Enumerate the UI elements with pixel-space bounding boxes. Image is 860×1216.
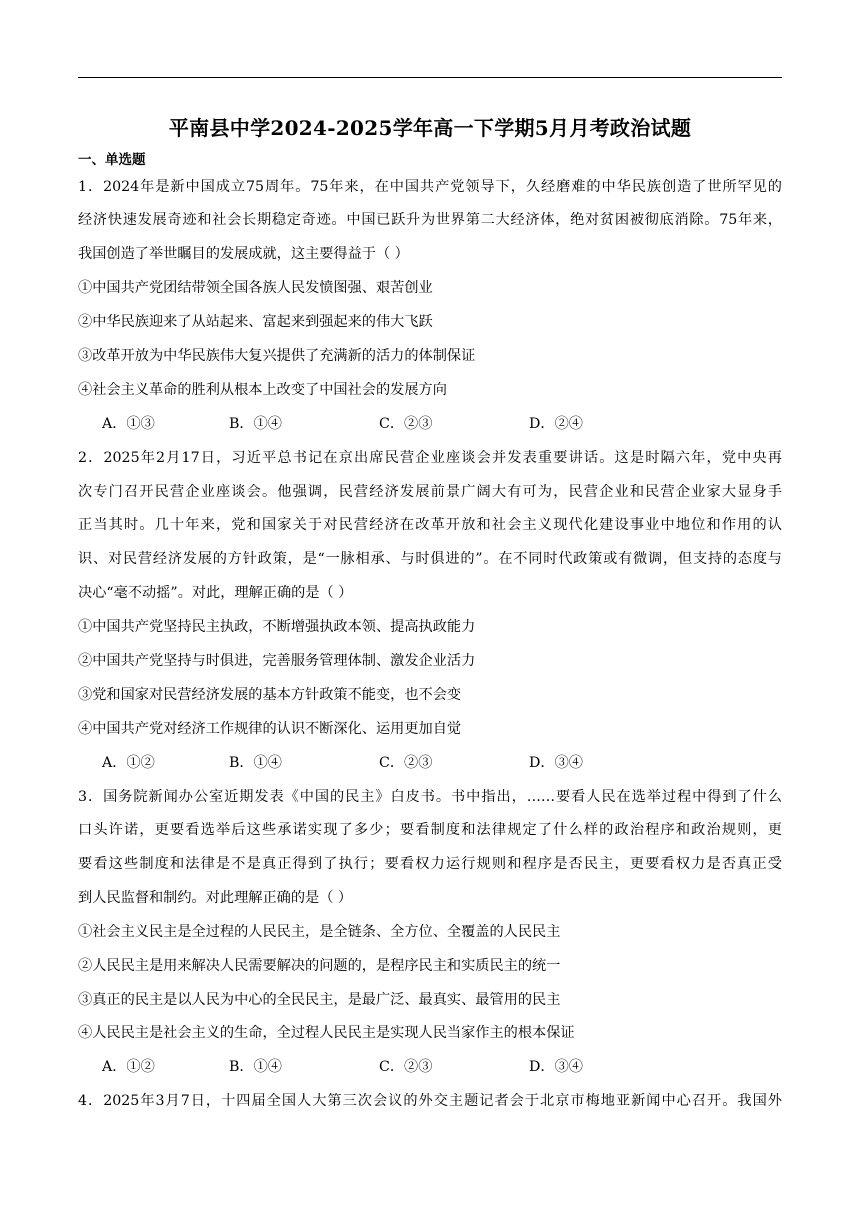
question-stem-line: 3．国务院新闻办公室近期发表《中国的民主》白皮书。书中指出，……要看人民在选举过程中得到了什么 <box>78 789 782 805</box>
question-stem-line: 正当其时。几十年来，党和国家关于对民营经济在改革开放和社会主义现代化建设事业中地位和作用的认 <box>78 517 782 533</box>
answer-option-d: D．③④ <box>529 1059 583 1075</box>
choice-statement: ③改革开放为中华民族伟大复兴提供了充满新的活力的体制保证 <box>78 348 476 364</box>
choice-statement: ②中国共产党坚持与时俱进，完善服务管理体制、激发企业活力 <box>78 653 476 669</box>
choice-statement: ②中华民族迎来了从站起来、富起来到强起来的伟大飞跃 <box>78 314 433 330</box>
page-title: 平南县中学2024-2025学年高一下学期5月月考政治试题 <box>168 116 692 140</box>
answer-option-b: B．①④ <box>229 755 282 771</box>
answer-option-b: B．①④ <box>229 1059 282 1075</box>
question-stem-line: 次专门召开民营企业座谈会。他强调，民营经济发展前景广阔大有可为，民营企业和民营企业家大显身手 <box>78 484 782 500</box>
answer-option-c: C．②③ <box>379 1059 433 1075</box>
question-stem-line: 到人民监督和制约。对此理解正确的是（ ） <box>78 890 353 906</box>
header-rule <box>78 77 782 78</box>
answer-option-d: D．③④ <box>529 755 583 771</box>
choice-statement: ①中国共产党坚持民主执政，不断增强执政本领、提高执政能力 <box>78 619 476 635</box>
choice-statement: ①中国共产党团结带领全国各族人民发愤图强、艰苦创业 <box>78 280 433 296</box>
question-stem-line: 经济快速发展奇迹和社会长期稳定奇迹。中国已跃升为世界第二大经济体，绝对贫困被彻底消除。75年来， <box>78 212 782 228</box>
choice-statement: ②人民民主是用来解决人民需要解决的问题的，是程序民主和实质民主的统一 <box>78 958 561 974</box>
answer-option-a: A．①③ <box>102 416 155 432</box>
question-stem-line: 口头许诺，更要看选举后这些承诺实现了多少；要看制度和法律规定了什么样的政治程序和政治规则，更 <box>78 822 782 838</box>
question-stem-line: 我国创造了举世瞩目的发展成就，这主要得益于（ ） <box>78 246 409 262</box>
question-stem-line: 决心“毫不动摇”。对此，理解正确的是（ ） <box>78 585 353 601</box>
answer-option-a: A．①② <box>102 755 155 771</box>
question-stem-line: 识、对民营经济发展的方针政策，是“一脉相承、与时俱进的”。在不同时代政策或有微调，但支持的态度与 <box>78 551 782 567</box>
choice-statement: ④中国共产党对经济工作规律的认识不断深化、运用更加自觉 <box>78 721 462 737</box>
answer-option-b: B．①④ <box>229 416 282 432</box>
question-stem-line: 1．2024年是新中国成立75周年。75年来，在中国共产党领导下，久经磨难的中华民族创造了世所罕见的 <box>78 179 782 195</box>
question-stem-line: 2．2025年2月17日，习近平总书记在京出席民营企业座谈会并发表重要讲话。这是时隔六年，党中央再 <box>78 450 782 466</box>
section-heading: 一、单选题 <box>78 152 146 168</box>
question-stem-line: 4．2025年3月7日，十四届全国人大第三次会议的外交主题记者会于北京市梅地亚新闻中心召开。我国外 <box>78 1093 782 1109</box>
answer-option-d: D．②④ <box>529 416 583 432</box>
choice-statement: ④社会主义革命的胜利从根本上改变了中国社会的发展方向 <box>78 382 447 398</box>
answer-option-c: C．②③ <box>379 755 433 771</box>
question-stem-line: 要看这些制度和法律是不是真正得到了执行；要看权力运行规则和程序是否民主，更要看权力是否真正受 <box>78 856 782 872</box>
answer-option-c: C．②③ <box>379 416 433 432</box>
choice-statement: ③党和国家对民营经济发展的基本方针政策不能变，也不会变 <box>78 687 462 703</box>
choice-statement: ④人民民主是社会主义的生命，全过程人民民主是实现人民当家作主的根本保证 <box>78 1025 575 1041</box>
choice-statement: ①社会主义民主是全过程的人民民主，是全链条、全方位、全覆盖的人民民主 <box>78 924 561 940</box>
answer-option-a: A．①② <box>102 1059 155 1075</box>
choice-statement: ③真正的民主是以人民为中心的全民民主，是最广泛、最真实、最管用的民主 <box>78 992 561 1008</box>
